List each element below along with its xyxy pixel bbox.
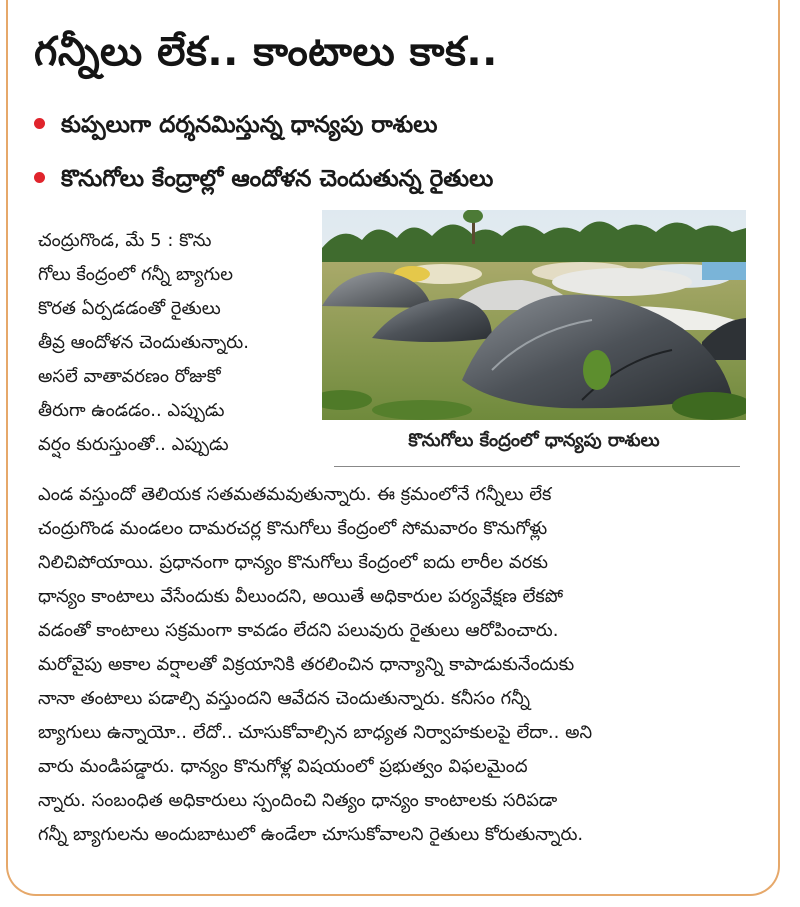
body-line: తీరుగా ఉండడం.. ఎప్పుడు bbox=[38, 400, 225, 421]
body-line: తీవ్ర ఆందోళన చెందుతున్నారు. bbox=[38, 332, 249, 353]
body-line: బ్యాగులు ఉన్నాయో.. లేదో.. చూసుకోవాల్సిన బాధ్యత నిర్వాహకులపై లేదా.. అని bbox=[38, 722, 593, 743]
subhead-2-text: కొనుగోలు కేంద్రాల్లో ఆందోళన చెందుతున్న రైతులు bbox=[61, 166, 494, 192]
body-line: ఎండ వస్తుందో తెలియక సతమతమవుతున్నారు. ఈ క్రమంలోనే గన్నీలు లేక bbox=[38, 484, 552, 505]
body-line: వడంతో కాంటాలు సక్రమంగా కావడం లేదని పలువురు రైతులు ఆరోపించారు. bbox=[38, 620, 559, 641]
body-line: చంద్రుగొండ మండలం దామరచర్ల కొనుగోలు కేంద్రంలో సోమవారం కొనుగోళ్లు bbox=[38, 518, 548, 539]
subhead-1 bbox=[34, 108, 437, 142]
subhead-1-text: కుప్పలుగా దర్శనమిస్తున్న ధాన్యపు రాశులు bbox=[61, 112, 438, 138]
body-line: చంద్రుగొండ, మే 5 : కొను bbox=[38, 230, 212, 251]
caption-divider bbox=[334, 466, 740, 467]
body-line: ధాన్యం కాంటాలు వేసేందుకు వీలుందని, అయితే అధికారుల పర్యవేక్షణ లేకపో bbox=[38, 586, 564, 607]
subhead-2 bbox=[34, 162, 493, 196]
headline: గన్నీలు లేక.. కాంటాలు కాక.. bbox=[34, 29, 498, 75]
body-line: నానా తంటాలు పడాల్సి వస్తుందని ఆవేదన చెందుతున్నారు. కనీసం గన్నీ bbox=[38, 688, 530, 709]
body-line: వర్షం కురుస్తుంతో.. ఎప్పుడు bbox=[38, 434, 229, 455]
body-line: వారు మండిపడ్డారు. ధాన్యం కొనుగోళ్ల విషయంలో ప్రభుత్వం విఫలమైంద bbox=[38, 756, 528, 777]
body-line: కొరత ఏర్పడడంతో రైతులు bbox=[38, 298, 221, 319]
bullet-icon bbox=[34, 118, 45, 129]
body-line: గోలు కేంద్రంలో గన్నీ బ్యాగుల bbox=[38, 264, 234, 285]
bullet-icon bbox=[34, 172, 45, 183]
photo-caption: కొనుగోలు కేంద్రంలో ధాన్యపు రాశులు bbox=[408, 430, 660, 451]
body-line: నిలిచిపోయాయి. ప్రధానంగా ధాన్యం కొనుగోలు కేంద్రంలో ఐదు లారీల వరకు bbox=[38, 552, 548, 573]
body-line: న్నారు. సంబంధిత అధికారులు స్పందించి నిత్యం ధాన్యం కాంటాలకు సరిపడా bbox=[38, 790, 558, 811]
body-line: మరోవైపు అకాల వర్షాలతో విక్రయానికి తరలించిన ధాన్యాన్ని కాపాడుకునేందుకు bbox=[38, 654, 575, 675]
body-line: గన్నీ బ్యాగులను అందుబాటులో ఉండేలా చూసుకోవాలని రైతులు కోరుతున్నారు. bbox=[38, 824, 584, 845]
body-line: అసలే వాతావరణం రోజుకో bbox=[38, 366, 221, 387]
news-photo bbox=[322, 210, 746, 420]
